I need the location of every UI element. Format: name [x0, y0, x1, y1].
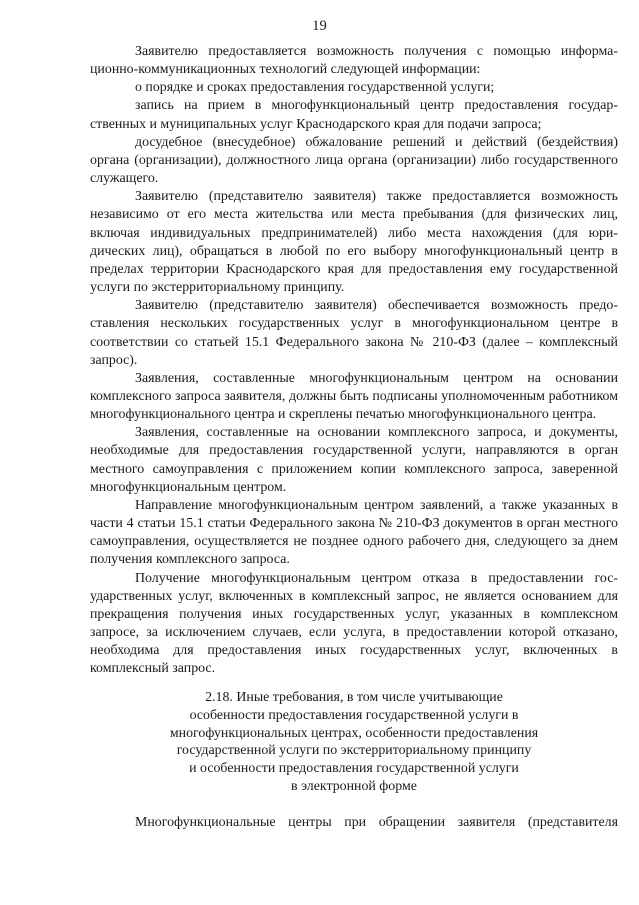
paragraph-extraterritorial: Заявителю (представителю заявителя) также предоставляется возможность независимо от его места жительства или места пребывания (для физических лиц, включая индивидуальных предпринимателей) либо места нахождения (для юридических лиц), обращаться в любой по его выбору многофункциональный центр в пределах территории Краснодарского края для предоставления ему государственной услуги по экстерриториальному принципу.: [90, 189, 618, 296]
section-heading-line: особенности предоставления государственной услуги в: [189, 707, 519, 723]
section-heading-line: 2.18. Иные требования, в том числе учитывающие: [205, 690, 503, 705]
section-heading-line: и особенности предоставления государственной услуги: [189, 761, 519, 777]
page-number: 19: [312, 18, 327, 34]
paragraph-applications-signed: Заявления, составленные многофункциональным центром на основании комплексного запроса заявителя, должны быть подписаны уполномоченным работником многофункционального центра и скреплены печатью многофункционального центра.: [90, 370, 618, 423]
section-heading-line: государственной услуги по экстерриториальному принципу: [176, 743, 532, 759]
section-heading: [90, 689, 618, 796]
section-first-line: Многофункциональные центры при обращении заявителя (представителя: [135, 815, 618, 830]
paragraph-refusal: Получение многофункциональным центром отказа в предоставлении государственных услуг, включенных в комплексный запрос, не является основанием для прекращения получения иных государственных услуг, указанных в комплексном запросе, за исключением случаев, если услуга, в предоставлении которой отказано, необходима для предоставления иных государственных услуг, включенных в комплексный запрос.: [90, 570, 618, 677]
section-heading-line: в электронной форме: [291, 778, 417, 794]
section-heading-line: многофункциональных центрах, особенности предоставления: [169, 725, 539, 741]
paragraph-complex-request: Заявителю (представителю заявителя) обеспечивается возможность предоставления нескольких государственных услуг в многофункциональном центре в соответствии со статьей 15.1 Федерального закона № 210-ФЗ (далее – комплексный запрос).: [90, 298, 618, 368]
paragraph-sending-deadline: Направление многофункциональным центром заявлений, а также указанных в части 4 статьи 15.1 статьи Федерального закона № 210-ФЗ документов в орган местного самоуправления, осуществляется не позднее одного рабочего дня, следующего за днем получения комплексного запроса.: [90, 497, 618, 568]
paragraph-pretrial-appeal: досудебное (внесудебное) обжалование решений и действий (бездействия) органа (организации), должностного лица органа (организации) либо государственного служащего.: [90, 134, 618, 187]
body-text: [90, 43, 618, 678]
paragraph-documents-sent: Заявления, составленные на основании комплексного запроса, и документы, необходимые для предоставления государственной услуги, направляются в орган местного самоуправления с приложением копии комплексного запроса, заверенной многофункциональным центром.: [90, 425, 618, 495]
paragraph-appointment: запись на прием в многофункциональный центр предоставления государственных и муниципальных услуг Краснодарского края для подачи запроса;: [90, 98, 618, 132]
paragraph-procedure-terms: о порядке и сроках предоставления государственной услуги;: [135, 80, 495, 96]
paragraph-ict-info: Заявителю предоставляется возможность получения с помощью информационно-коммуникационных технологий следующей информации:: [90, 44, 618, 78]
